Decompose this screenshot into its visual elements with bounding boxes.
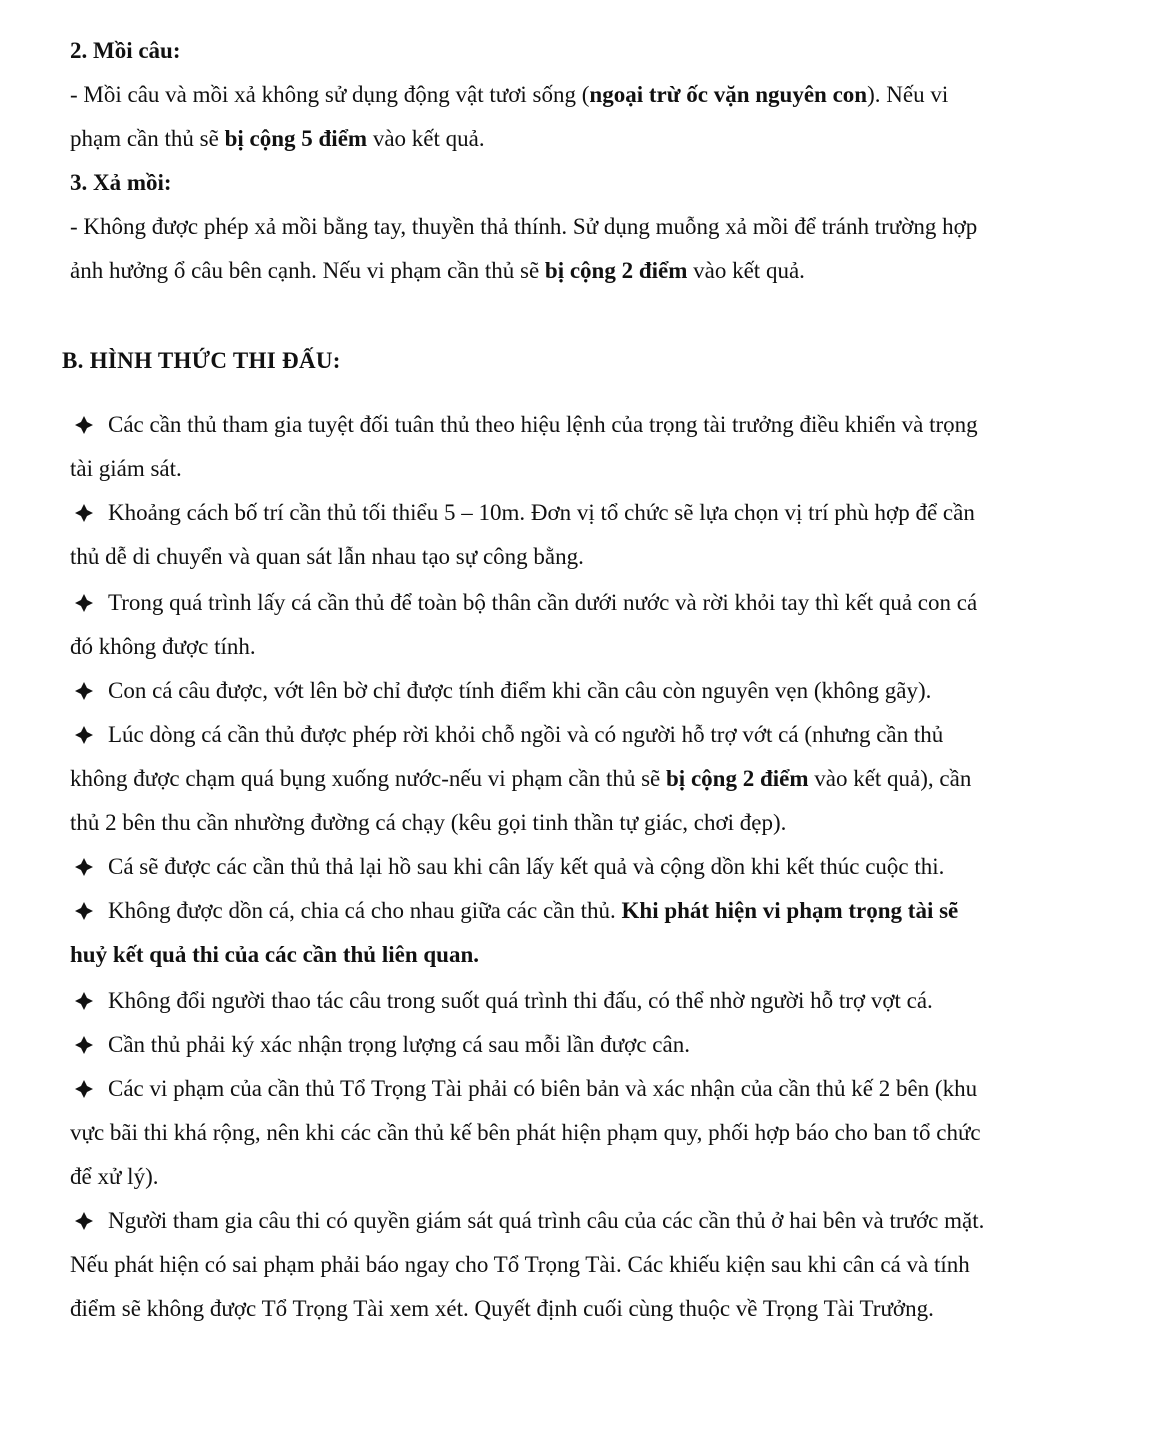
bullet-item-6-line-1: Cá sẽ được các cần thủ thả lại hồ sau khi cân lấy kết quả và cộng dồn khi kết thúc cuộc thi. (70, 852, 944, 882)
bullet-item-3-line-2: đó không được tính. (70, 634, 256, 659)
diamond-bullet-icon (74, 415, 94, 435)
bullet-item-4-line-1: Con cá câu được, vớt lên bờ chỉ được tính điểm khi cần câu còn nguyên vẹn (không gãy). (70, 676, 931, 706)
diamond-bullet-icon (74, 725, 94, 745)
bullet-item-1-line-1: Các cần thủ tham gia tuyệt đối tuân thủ theo hiệu lệnh của trọng tài trưởng điều khiển và trọng (70, 410, 978, 440)
bullet-item-11-line-3: điểm sẽ không được Tổ Trọng Tài xem xét. Quyết định cuối cùng thuộc về Trọng Tài Trưởng. (70, 1296, 934, 1321)
bullet-item-3-line-1: Trong quá trình lấy cá cần thủ để toàn bộ thân cần dưới nước và rời khỏi tay thì kết quả con cá (70, 588, 977, 618)
bullet-item-8-line-1: Không đổi người thao tác câu trong suốt quá trình thi đấu, có thể nhờ người hỗ trợ vợt cá. (70, 986, 933, 1016)
bullet-item-11-line-1: Người tham gia câu thi có quyền giám sát quá trình câu của các cần thủ ở hai bên và trước mặt. (70, 1206, 984, 1236)
section-b-title: B. HÌNH THỨC THI ĐẤU: (62, 348, 341, 373)
diamond-bullet-icon (74, 681, 94, 701)
section-3-paragraph-line-1: - Không được phép xả mồi bằng tay, thuyền thả thính. Sử dụng muỗng xả mồi để tránh trường hợp (70, 214, 978, 239)
bullet-item-10-line-2: vực bãi thi khá rộng, nên khi các cần thủ kế bên phát hiện phạm quy, phối hợp báo cho ban tổ chức (70, 1120, 981, 1145)
bullet-item-5-line-3: thủ 2 bên thu cần nhường đường cá chạy (kêu gọi tinh thần tự giác, chơi đẹp). (70, 810, 787, 835)
bullet-item-5-line-1: Lúc dòng cá cần thủ được phép rời khỏi chỗ ngồi và có người hỗ trợ vớt cá (nhưng cần thủ (70, 720, 943, 750)
diamond-bullet-icon (74, 1035, 94, 1055)
diamond-bullet-icon (74, 857, 94, 877)
bullet-item-11-line-2: Nếu phát hiện có sai phạm phải báo ngay cho Tổ Trọng Tài. Các khiếu kiện sau khi cân cá và tính (70, 1252, 970, 1277)
bullet-item-2-line-1: Khoảng cách bố trí cần thủ tối thiểu 5 – 10m. Đơn vị tổ chức sẽ lựa chọn vị trí phù hợp để cần (70, 498, 975, 528)
section-3-heading: 3. Xả mồi: (70, 170, 172, 195)
section-2-paragraph-line-1: - Mồi câu và mồi xả không sử dụng động vật tươi sống (ngoại trừ ốc vặn nguyên con). Nếu vi (70, 82, 949, 107)
bullet-item-7-line-2: huỷ kết quả thi của các cần thủ liên quan. (70, 942, 479, 967)
section-2-paragraph-line-2: phạm cần thủ sẽ bị cộng 5 điểm vào kết quả. (70, 126, 485, 151)
bullet-item-10-line-1: Các vi phạm của cần thủ Tổ Trọng Tài phải có biên bản và xác nhận của cần thủ kế 2 bên (khu (70, 1074, 977, 1104)
bullet-item-5-line-2: không được chạm quá bụng xuống nước-nếu vi phạm cần thủ sẽ bị cộng 2 điểm vào kết quả), cần (70, 766, 972, 791)
diamond-bullet-icon (74, 593, 94, 613)
diamond-bullet-icon (74, 901, 94, 921)
bullet-item-7-line-1: Không được dồn cá, chia cá cho nhau giữa các cần thủ. Khi phát hiện vi phạm trọng tài sẽ (70, 896, 958, 926)
bullet-item-1-line-2: tài giám sát. (70, 456, 182, 481)
section-2-heading: 2. Mồi câu: (70, 38, 181, 63)
diamond-bullet-icon (74, 1211, 94, 1231)
diamond-bullet-icon (74, 503, 94, 523)
diamond-bullet-icon (74, 1079, 94, 1099)
bullet-item-9-line-1: Cần thủ phải ký xác nhận trọng lượng cá sau mỗi lần được cân. (70, 1030, 690, 1060)
diamond-bullet-icon (74, 991, 94, 1011)
bullet-item-10-line-3: để xử lý). (70, 1164, 159, 1189)
section-3-paragraph-line-2: ảnh hưởng ổ câu bên cạnh. Nếu vi phạm cần thủ sẽ bị cộng 2 điểm vào kết quả. (70, 258, 805, 283)
bullet-item-2-line-2: thủ dễ di chuyển và quan sát lẫn nhau tạo sự công bằng. (70, 544, 584, 569)
